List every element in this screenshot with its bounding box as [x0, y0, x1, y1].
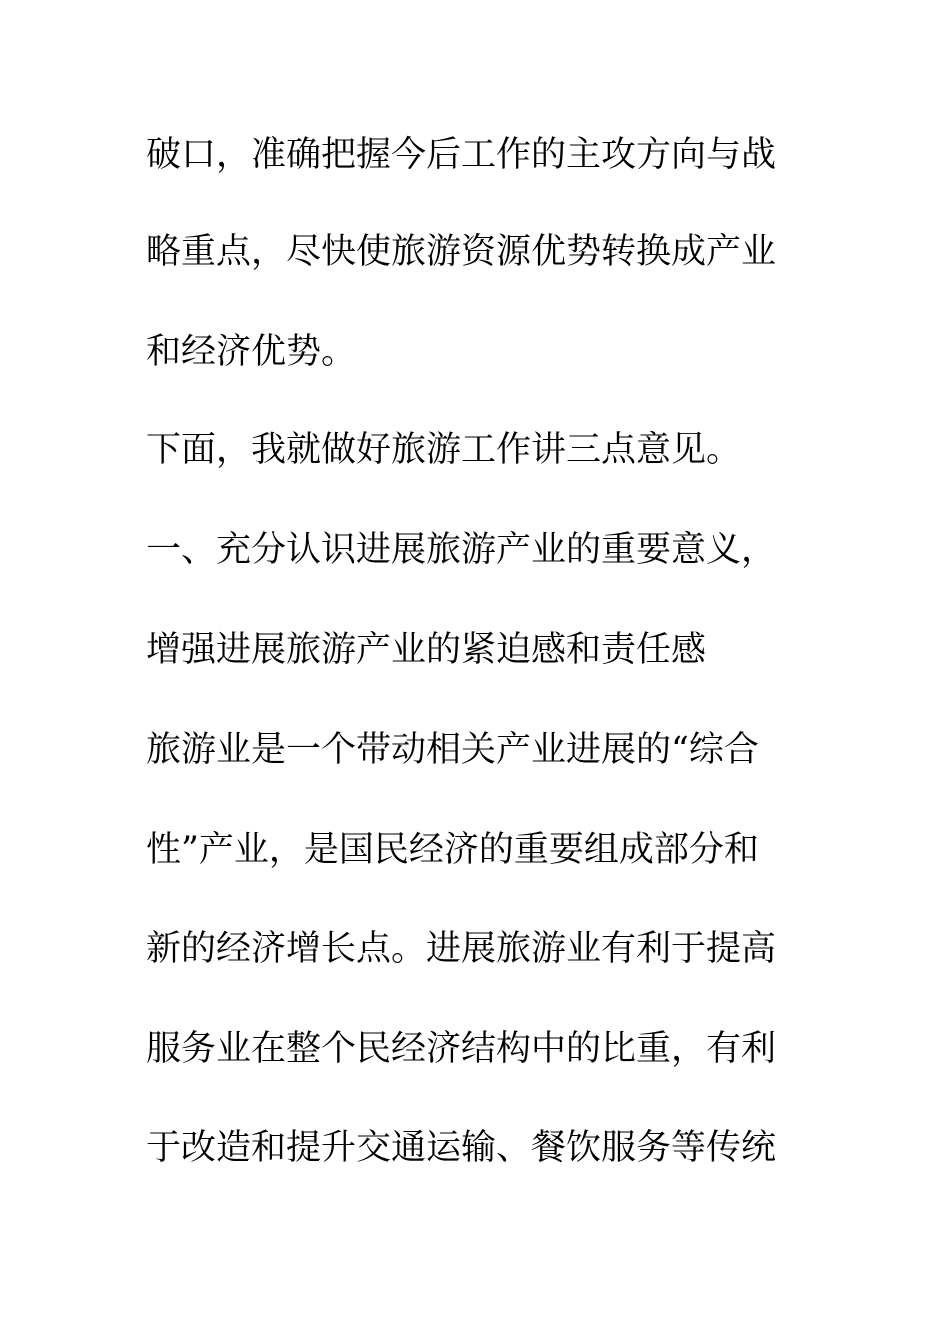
text-line: 略重点，尽快使旅游资源优势转换成产业 [146, 232, 777, 272]
text-line: 和经济优势。 [146, 332, 357, 372]
text-line: 性”产业，是国民经济的重要组成部分和 [146, 830, 759, 870]
section-heading-line: 增强进展旅游产业的紧迫感和责任感 [146, 630, 707, 670]
text-line: 下面，我就做好旅游工作讲三点意见。 [146, 430, 742, 470]
text-line: 破口，准确把握今后工作的主攻方向与战 [146, 135, 777, 175]
text-line: 于改造和提升交通运输、餐饮服务等传统 [146, 1128, 777, 1168]
text-line: 服务业在整个民经济结构中的比重，有利 [146, 1029, 777, 1069]
text-line: 新的经济增长点。进展旅游业有利于提高 [146, 929, 777, 969]
section-heading-line: 一、充分认识进展旅游产业的重要意义， [146, 530, 777, 570]
text-line: 旅游业是一个带动相关产业进展的“综合 [146, 730, 759, 770]
